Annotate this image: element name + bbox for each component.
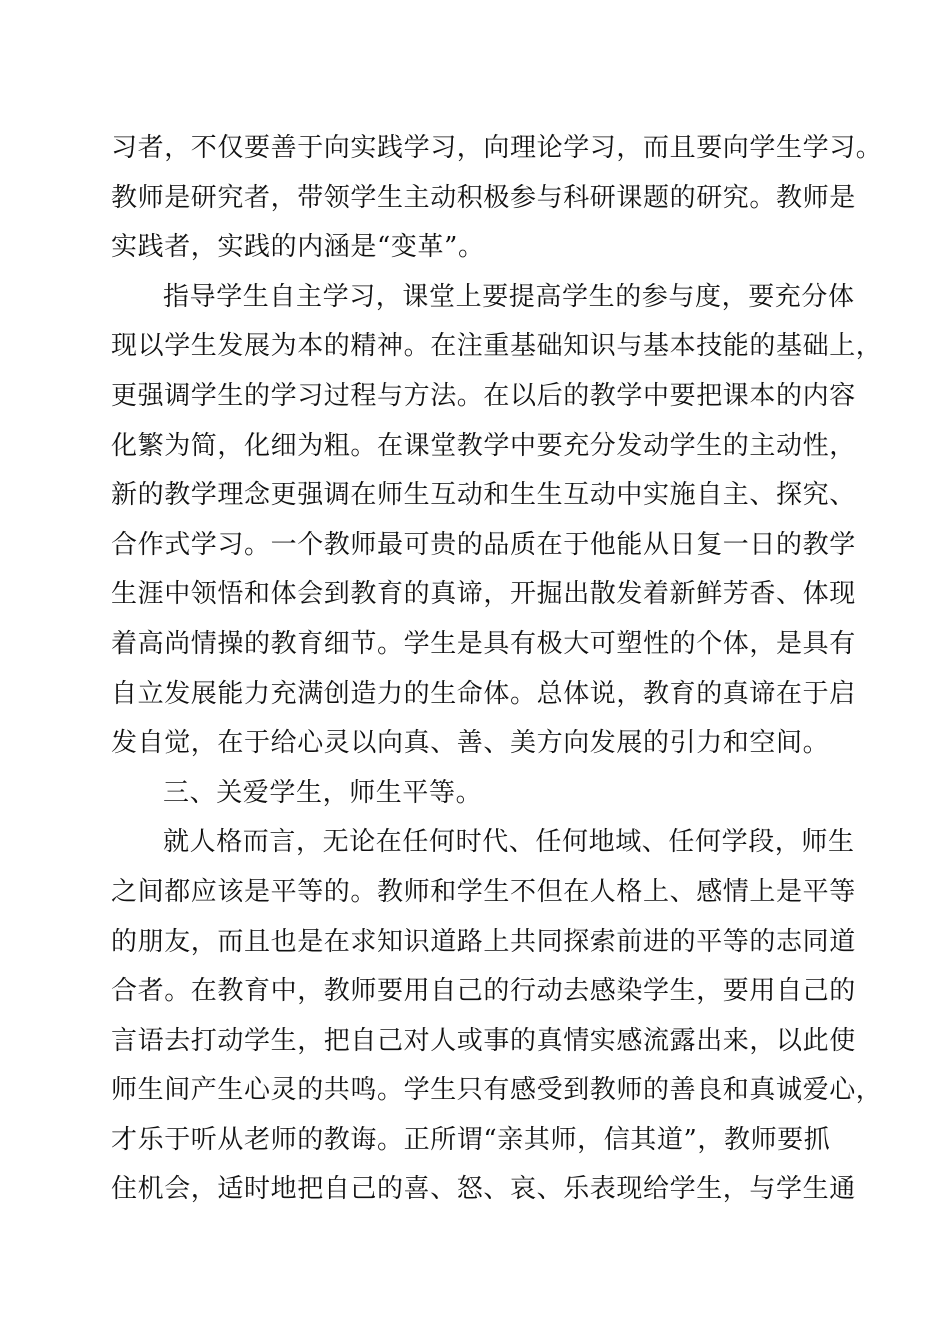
text-line: 言语去打动学生，把自己对人或事的真情实感流露出来，以此使	[111, 1025, 856, 1056]
section-heading: 三、关爱学生，师生平等。	[163, 777, 483, 808]
paragraph-first-line: 指导学生自主学习，课堂上要提高学生的参与度，要充分体	[163, 281, 855, 312]
text-line: 合作式学习。一个教师最可贵的品质在于他能从日复一日的教学	[111, 529, 856, 560]
text-line: 教师是研究者，带领学生主动积极参与科研课题的研究。教师是	[111, 182, 856, 213]
text-line: 更强调学生的学习过程与方法。在以后的教学中要把课本的内容	[111, 380, 856, 411]
paragraph-first-line: 就人格而言，无论在任何时代、任何地域、任何学段，师生	[163, 827, 855, 858]
text-line: 现以学生发展为本的精神。在注重基础知识与基本技能的基础上，	[111, 331, 883, 362]
text-line: 化繁为简，化细为粗。在课堂教学中要充分发动学生的主动性，	[111, 430, 856, 461]
text-line: 生涯中领悟和体会到教育的真谛，开掘出散发着新鲜芳香、体现	[111, 579, 856, 610]
text-line: 发自觉，在于给心灵以向真、善、美方向发展的引力和空间。	[111, 728, 830, 759]
text-line: 合者。在教育中，教师要用自己的行动去感染学生，要用自己的	[111, 976, 856, 1007]
text-line: 自立发展能力充满创造力的生命体。总体说，教育的真谛在于启	[111, 678, 856, 709]
body-text	[111, 124, 883, 1215]
text-line: 之间都应该是平等的。教师和学生不但在人格上、感情上是平等	[111, 876, 856, 907]
text-line: 习者，不仅要善于向实践学习，向理论学习，而且要向学生学习。	[111, 133, 883, 163]
text-line: 师生间产生心灵的共鸣。学生只有感受到教师的善良和真诚爱心，	[111, 1075, 883, 1106]
text-line: 的朋友，而且也是在求知识道路上共同探索前进的平等的志同道	[111, 926, 856, 957]
text-line: 住机会，适时地把自己的喜、怒、哀、乐表现给学生，与学生通	[111, 1174, 856, 1205]
text-line: 才乐于听从老师的教诲。正所谓“亲其师，信其道”，教师要抓	[111, 1124, 831, 1155]
text-line: 新的教学理念更强调在师生互动和生生互动中实施自主、探究、	[111, 480, 856, 511]
text-line: 实践者，实践的内涵是“变革”。	[111, 232, 485, 263]
text-line: 着高尚情操的教育细节。学生是具有极大可塑性的个体，是具有	[111, 628, 856, 659]
